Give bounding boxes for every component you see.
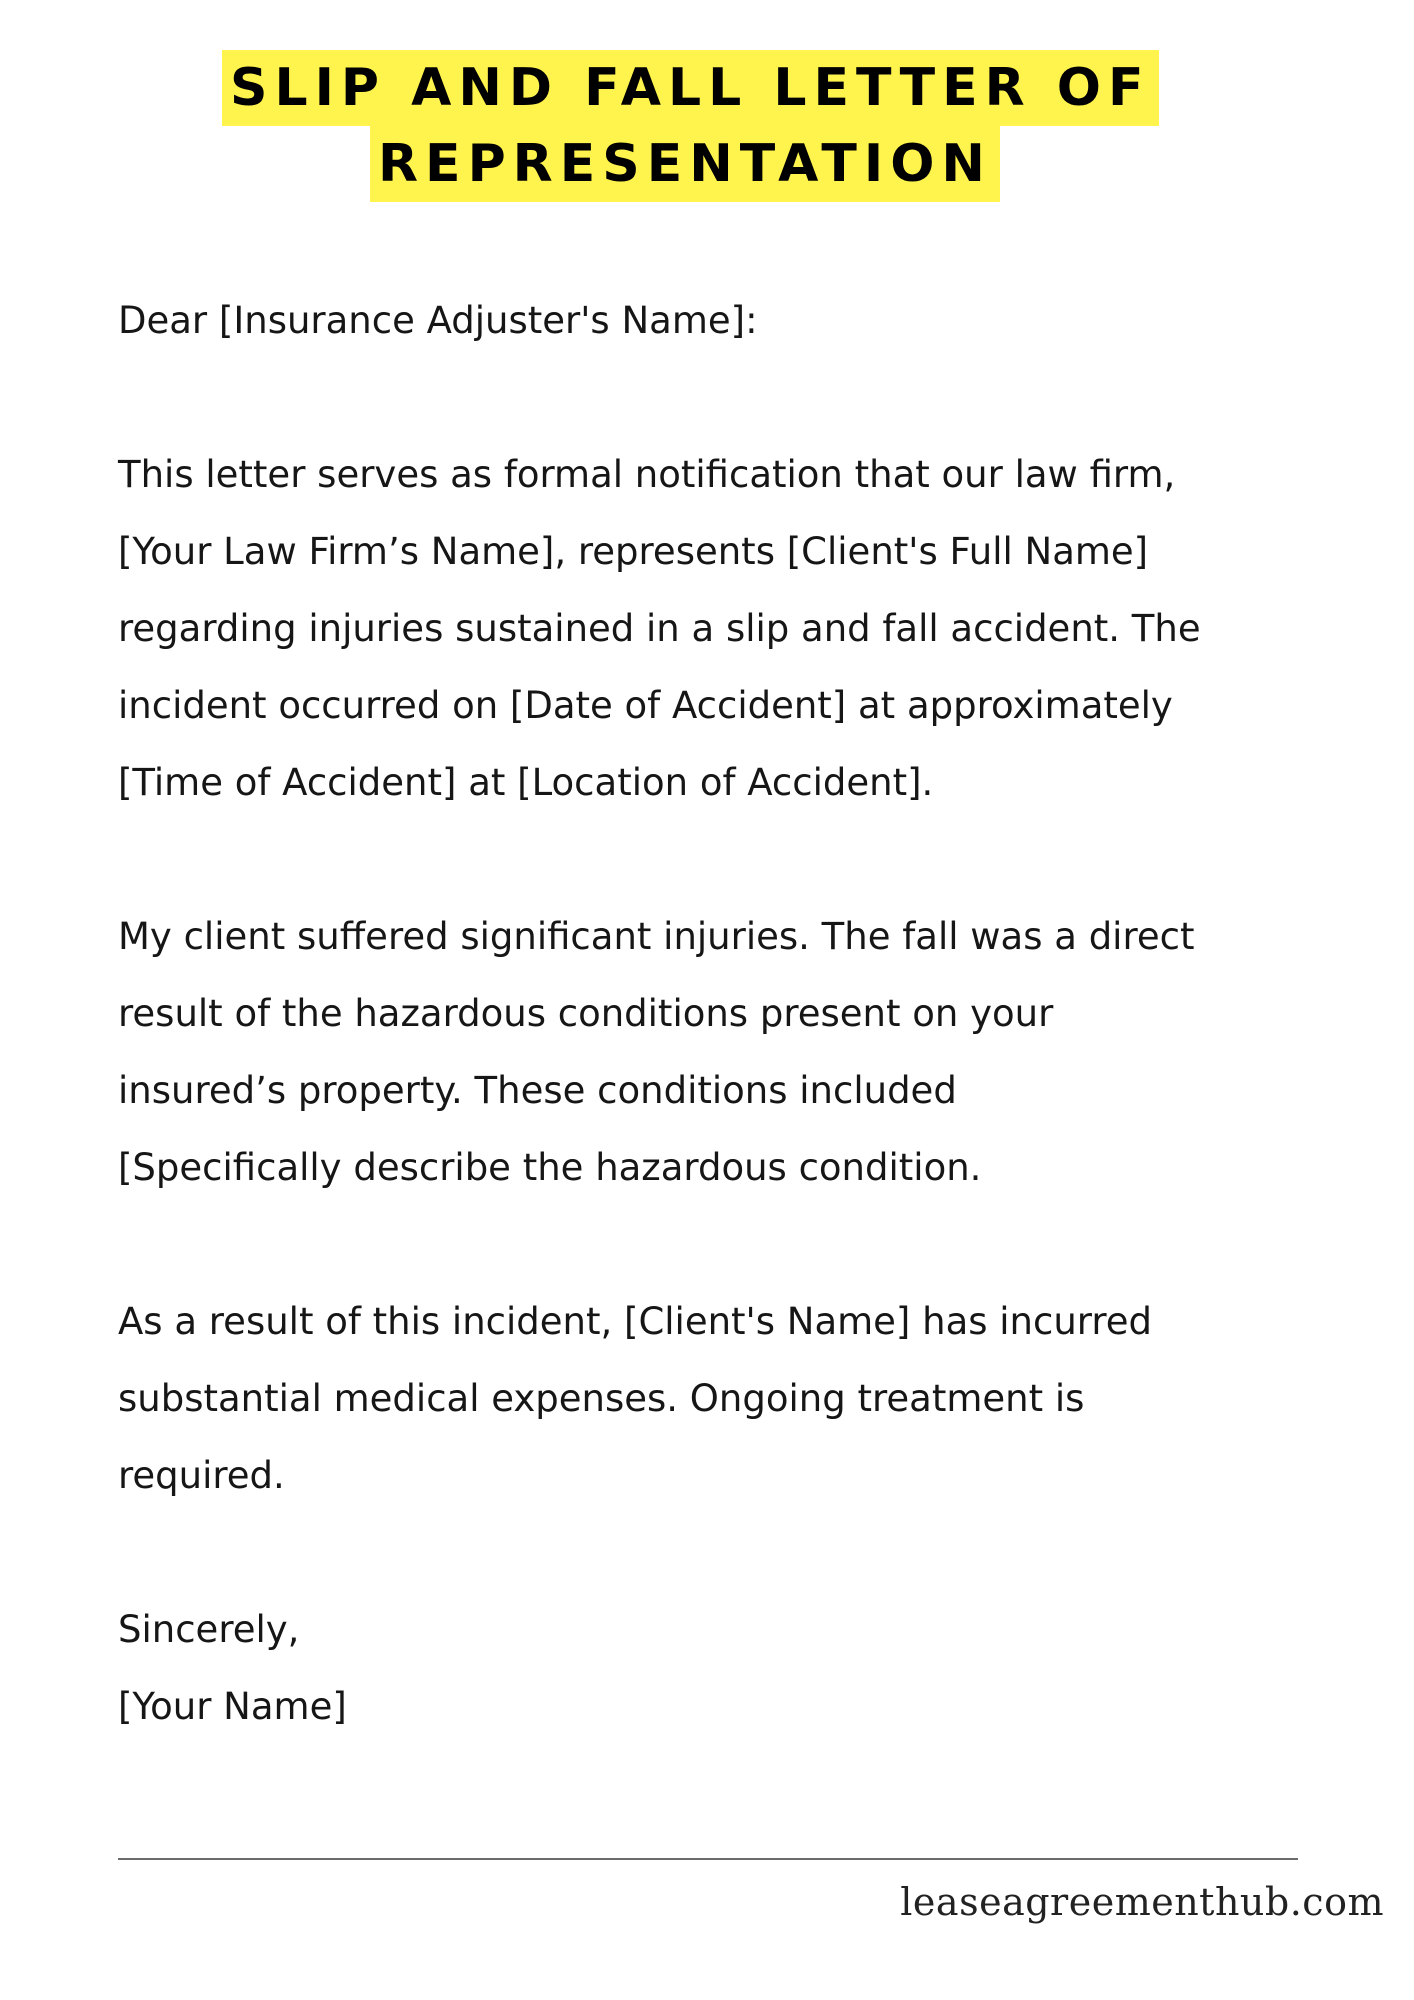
- paragraph-line: [Time of Accident] at [Location of Accident].: [118, 761, 934, 804]
- paragraph-line: insured’s property. These conditions included: [118, 1069, 957, 1112]
- letter-body: [118, 282, 1348, 1745]
- title-line-1: SLIP AND FALL LETTER OF: [222, 50, 1159, 126]
- paragraph-line: incident occurred on [Date of Accident] at approximately: [118, 684, 1173, 727]
- signature-placeholder: [Your Name]: [118, 1685, 347, 1728]
- paragraph-line: required.: [118, 1454, 285, 1497]
- paragraph-line: My client suffered significant injuries. The fall was a direct: [118, 915, 1195, 958]
- paragraph-line: As a result of this incident, [Client's Name] has incurred: [118, 1300, 1153, 1343]
- salutation: Dear [Insurance Adjuster's Name]:: [118, 299, 758, 342]
- paragraph-injuries: [118, 898, 1348, 1206]
- paragraph-expenses: [118, 1283, 1348, 1514]
- title-line-2: REPRESENTATION: [370, 126, 1000, 202]
- paragraph-line: [Specifically describe the hazardous condition.: [118, 1146, 982, 1189]
- paragraph-line: substantial medical expenses. Ongoing treatment is: [118, 1377, 1085, 1420]
- site-watermark: leaseagreementhub.com: [900, 1880, 1384, 1924]
- closing: Sincerely,: [118, 1608, 300, 1651]
- paragraph-line: regarding injuries sustained in a slip and fall accident. The: [118, 607, 1201, 650]
- paragraph-line: [Your Law Firm’s Name], represents [Client's Full Name]: [118, 530, 1149, 573]
- paragraph-notification: [118, 436, 1348, 821]
- paragraph-line: This letter serves as formal notification that our law firm,: [118, 453, 1176, 496]
- footer-divider: [118, 1858, 1298, 1860]
- paragraph-line: result of the hazardous conditions present on your: [118, 992, 1054, 1035]
